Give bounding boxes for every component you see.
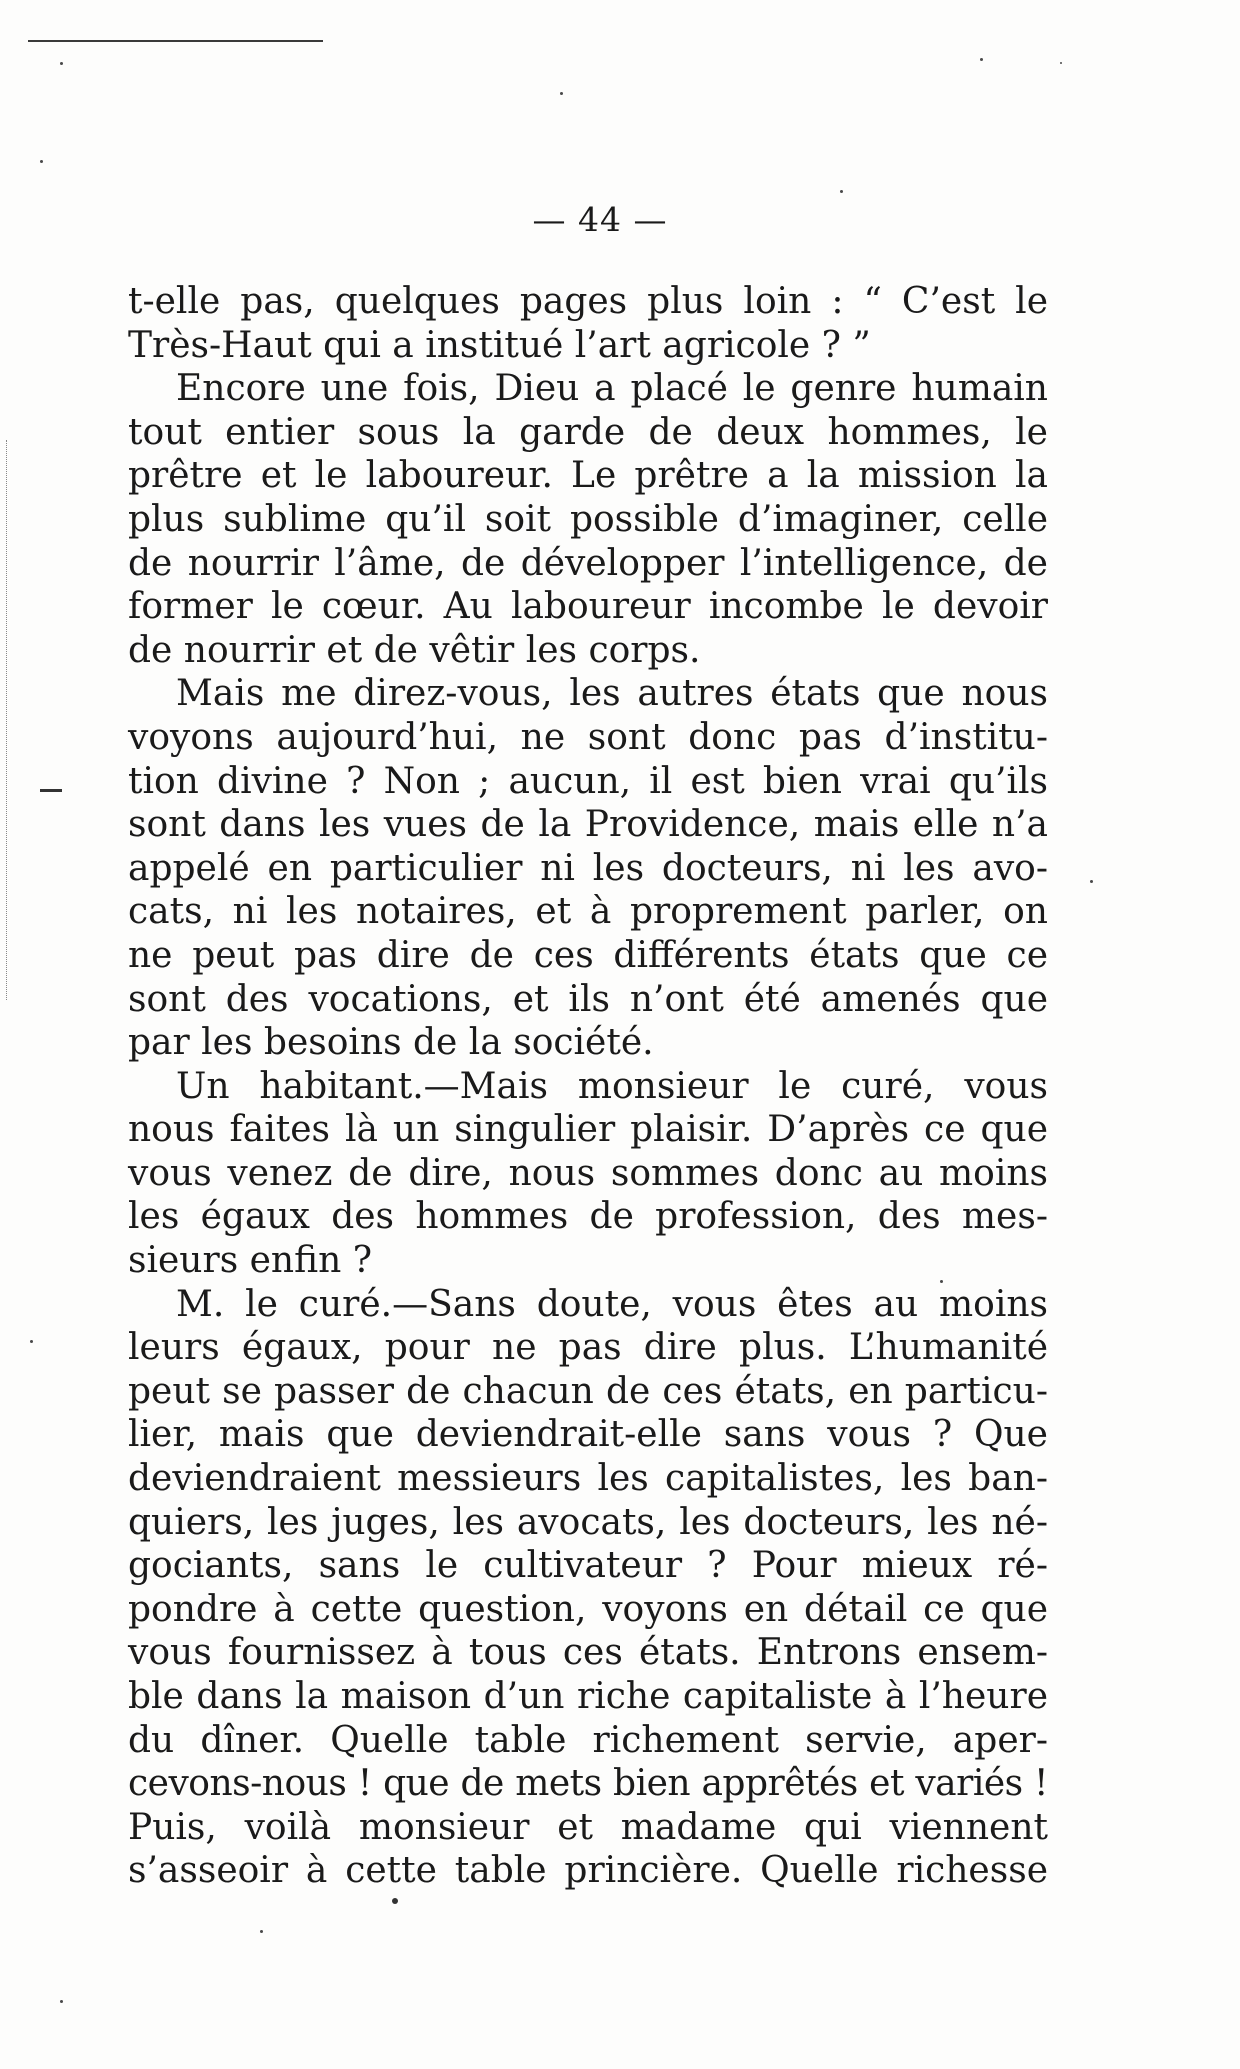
text-line: sieurs enfin ? (128, 1240, 373, 1282)
top-rule (28, 40, 323, 42)
scan-speck (1060, 62, 1062, 64)
text-line: nous faites là un singulier plaisir. D’après ce que (128, 1109, 1048, 1151)
bottom-mark (392, 1898, 398, 1904)
text-line: sont des vocations, et ils n’ont été amenés que (128, 978, 1048, 1020)
text-line: t-elle pas, quelques pages plus loin : “ C’est le (128, 281, 1048, 322)
scan-speck (60, 62, 63, 65)
text-line: peut se passer de chacun de ces états, en particu- (128, 1370, 1048, 1412)
text-line: tout entier sous la garde de deux hommes, le (128, 411, 1048, 453)
text-line: voyons aujourd’hui, ne sont donc pas d’institu- (128, 716, 1048, 758)
text-line: vous fournissez à tous ces états. Entrons ensem- (128, 1632, 1048, 1674)
text-line: deviendraient messieurs les capitalistes, les ban- (128, 1458, 1048, 1500)
body-text (128, 280, 1048, 1893)
text-line: cevons-nous ! que de mets bien apprêtés et variés ! (128, 1763, 1048, 1805)
text-line: Un habitant.—Mais monsieur le curé, vous (176, 1065, 1048, 1107)
text-line: quiers, les juges, les avocats, les docteurs, les né- (128, 1501, 1048, 1543)
text-line: tion divine ? Non ; aucun, il est bien vrai qu’ils (128, 760, 1048, 802)
text-line: Encore une fois, Dieu a placé le genre humain (176, 368, 1048, 410)
page-number: — 44 — (532, 200, 668, 239)
scan-speck (40, 160, 43, 163)
scan-speck (560, 92, 563, 95)
text-line: prêtre et le laboureur. Le prêtre a la mission la (128, 455, 1048, 497)
text-line: ne peut pas dire de ces différents états que ce (128, 934, 1048, 976)
text-line: Mais me direz-vous, les autres états que nous (176, 673, 1048, 715)
text-line: pondre à cette question, voyons en détail ce que (128, 1588, 1048, 1630)
text-line: M. le curé.—Sans doute, vous êtes au moins (176, 1283, 1048, 1325)
text-line: gociants, sans le cultivateur ? Pour mieux ré- (128, 1545, 1048, 1587)
text-line: ble dans la maison d’un riche capitaliste à l’heure (128, 1676, 1048, 1717)
text-line: Puis, voilà monsieur et madame qui viennent (128, 1806, 1048, 1848)
text-line: de nourrir l’âme, de développer l’intelligence, de (128, 542, 1048, 584)
text-line: cats, ni les notaires, et à proprement parler, on (128, 891, 1048, 933)
text-line: les égaux des hommes de profession, des mes- (128, 1196, 1048, 1238)
scan-speck (260, 1930, 263, 1933)
text-line: lier, mais que deviendrait-elle sans vous ? Que (128, 1414, 1048, 1456)
text-line: appelé en particulier ni les docteurs, ni les avo- (128, 847, 1048, 889)
scan-speck (30, 1340, 33, 1343)
margin-dash (40, 789, 62, 792)
scan-speck (1090, 880, 1093, 883)
text-line: du dîner. Quelle table richement servie, aper- (128, 1719, 1048, 1761)
text-line: de nourrir et de vêtir les corps. (128, 629, 701, 671)
margin-ticks (6, 440, 7, 1000)
scan-speck (840, 190, 843, 193)
text-line: leurs égaux, pour ne pas dire plus. L’humanité (128, 1327, 1048, 1369)
text-line: plus sublime qu’il soit possible d’imaginer, celle (128, 498, 1048, 540)
text-line: par les besoins de la société. (128, 1022, 654, 1064)
text-line: Très-Haut qui a institué l’art agricole ? ” (128, 324, 871, 366)
text-line: vous venez de dire, nous sommes donc au moins (128, 1152, 1048, 1194)
scan-speck (980, 58, 983, 61)
scan-speck (60, 2000, 63, 2003)
text-line: s’asseoir à cette table princière. Quelle richesse (128, 1850, 1048, 1892)
text-line: sont dans les vues de la Providence, mais elle n’a (128, 804, 1048, 846)
text-line: former le cœur. Au laboureur incombe le devoir (128, 586, 1048, 628)
